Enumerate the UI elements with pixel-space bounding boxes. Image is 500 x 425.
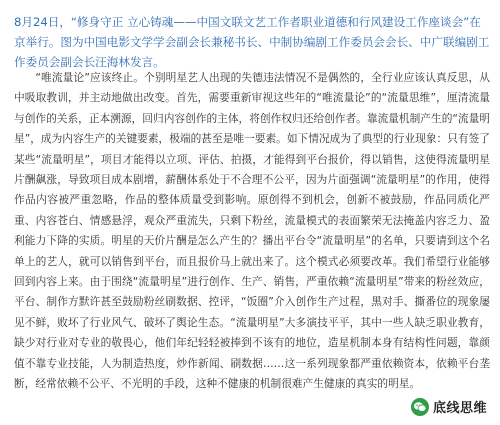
watermark-text: 底线思维 (432, 401, 487, 416)
article-body (14, 68, 490, 395)
photo-caption: 8月24日，“修身守正 立心铸魂——中国文联文艺工作者职业道德和行风建设工作座谈会”在京举行。图为中国电影文学学会副会长兼秘书长、中制协编剧工作委员会会长、中广联编剧工作委员会副会长汪海林发言。 (14, 15, 490, 69)
wechat-logo-icon (411, 398, 429, 416)
article-paragraph: “唯流量论”应该终止。个别明星艺人出现的失德违法情况不是偶然的，全行业应该认真反思，从中吸取教训，并主动地做出改变。首先，需要重新审视这些年的“唯流量论”的“流量思维”，厘清流量与创作的关系，正本溯源，回归内容创作的主体，将创作权归还给创作者。靠流量机制产生的“流量明星”，成为内容生产的关键要素，极端的甚至是唯一要素。如下情况成为了典型的行业现象：只有签了某些“流量明星”，项目才能得以立项、评估、拍摄，才能得到平台报价，得以销售，这使得流量明星片酬飙涨，导致项目成本剧增，薪酬体系处于不合理不公平，因为片面强调“流量明星”的作用，使得作品内容被严重忽略，作品的整体质量受到影响。原创得不到机会，创新不被鼓励，作品同质化严重、内容苍白、情感悬浮，观众严重流失，只剩下粉丝，流量模式的表面繁荣无法掩盖内容乏力、盈利能力下降的实质。明星的天价片酬是怎么产生的？播出平台令“流量明星”的名单，只要请到这个名单上的艺人，就可以销售到平台，而且报价马上就出来了。这个模式必须要改革。我们希望行业能够回到内容上来。由于围绕“流量明星”进行创作、生产、销售，严重依赖“流量明星”带来的粉丝效应，平台、制作方默许甚至鼓励粉丝刷数据、控评，“饭圈”介入创作生产过程，黑对手、撕番位的现象屡见不鲜，败坏了行业风气、破坏了舆论生态。“流量明星”大多演技平平，其中一些人缺乏职业教育，缺少对行业对专业的敬畏心，他们年纪轻轻被捧到不该有的地位，造星机制本身有结构性问题，靠颜值不靠专业技能，人为制造热度，炒作新闻、刷数据……这一系列现象都严重依赖资本，依赖平台垄断，经常依赖不公平、不光明的手段，这种不健康的机制很难产生健康的真实的明星。 (14, 71, 490, 391)
account-watermark (408, 396, 490, 417)
